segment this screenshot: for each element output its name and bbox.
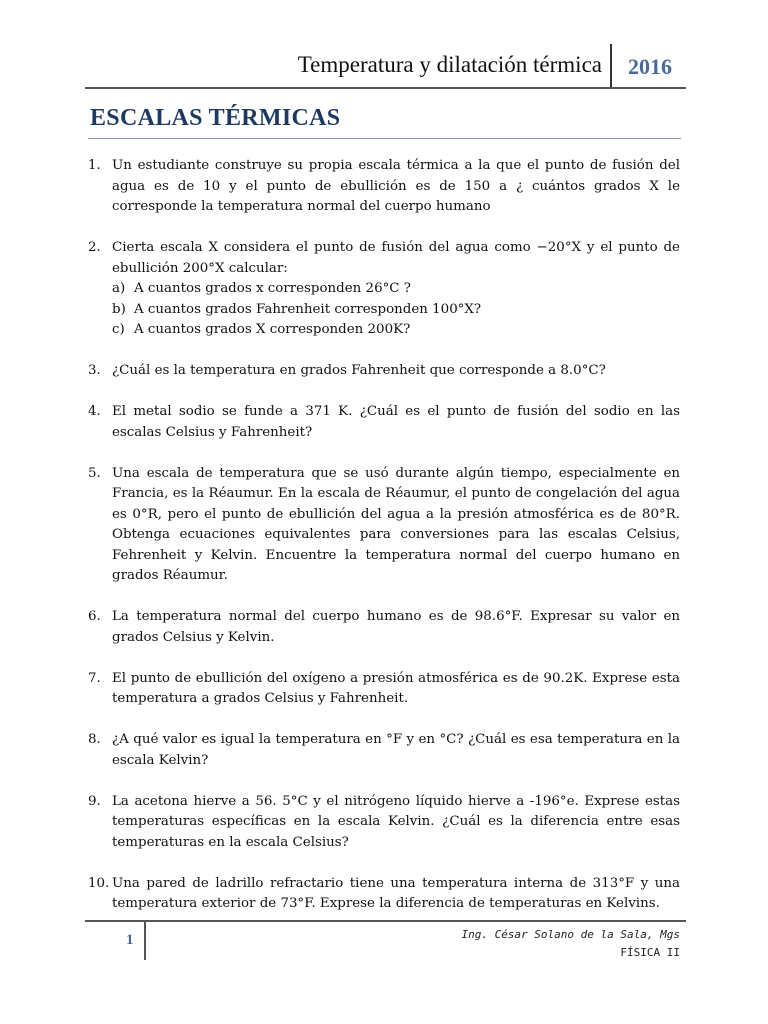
question-text: Una pared de ladrillo refractario tiene una temperatura interna de 313°F y una temperatura exterior de 73°F. Exprese la diferencia de temperaturas en Kelvins. [112, 875, 680, 911]
footer-separator [144, 922, 146, 960]
question-text: ¿A qué valor es igual la temperatura en °F y en °C? ¿Cuál es esa temperatura en la escala Kelvin? [112, 732, 680, 768]
question-text: La acetona hierve a 56. 5°C y el nitrógeno líquido hierve a -196°e. Exprese estas temperaturas específicas en la escala Kelvin. ¿Cuál es la diferencia entre esas temperaturas en la escala Celsius? [112, 793, 680, 850]
sub-question-text: A cuantos grados Fahrenheit corresponden 100°X? [134, 301, 482, 317]
question-text: Una escala de temperatura que se usó durante algún tiempo, especialmente en Francia, es la Réaumur. En la escala de Réaumur, el punto de congelación del agua es 0°R, pero el punto de ebullición del agua a la presión atmosférica es de 80°R. Obtenga ecuaciones equivalentes para conversiones para las escalas Celsius, Fehrenheit y Kelvin. Encuentre la temperatura normal del cuerpo humano en grados Réaumur. [112, 465, 680, 583]
question-number: 8. [88, 732, 101, 747]
question-item [88, 402, 680, 443]
question-item [88, 607, 680, 648]
question-text: El metal sodio se funde a 371 K. ¿Cuál es el punto de fusión del sodio en las escalas Celsius y Fahrenheit? [112, 404, 680, 440]
question-item [88, 156, 680, 218]
footer-rule [85, 920, 686, 922]
question-item [88, 238, 680, 341]
question-item [88, 361, 680, 382]
document-year: 2016 [628, 54, 672, 79]
question-list [88, 156, 680, 935]
question-text: ¿Cuál es la temperatura en grados Fahrenheit que corresponde a 8.0°C? [112, 363, 606, 378]
document-title: Temperatura y dilatación térmica [297, 52, 602, 77]
question-number: 2. [88, 240, 101, 255]
sub-question-letter: a) [112, 281, 126, 296]
page-header [85, 40, 686, 88]
course-name: FÍSICA II [620, 946, 680, 959]
question-number: 4. [88, 404, 101, 419]
section-rule [88, 138, 681, 139]
question-item [88, 464, 680, 587]
footer-author-block [461, 926, 680, 962]
author-name: Ing. César Solano de la Sala, Mgs [461, 928, 680, 941]
question-item [88, 730, 680, 771]
question-text: Un estudiante construye su propia escala térmica a la que el punto de fusión del agua es de 10 y el punto de ebullición es de 150 a ¿ cuántos grados X le corresponde la temperatura normal del cuerpo humano [112, 158, 680, 214]
question-number: 10. [88, 875, 110, 891]
question-number: 7. [88, 670, 101, 686]
question-item [88, 669, 680, 710]
header-rule [85, 87, 686, 89]
section-title: ESCALAS TÉRMICAS [90, 105, 341, 131]
sub-question [112, 300, 680, 321]
sub-question-text: A cuantos grados X corresponden 200K? [134, 322, 411, 337]
sub-question [112, 320, 680, 341]
question-text: La temperatura normal del cuerpo humano es de 98.6°F. Expresar su valor en grados Celsius y Kelvin. [112, 609, 680, 645]
sub-question-text: A cuantos grados x corresponden 26°C ? [134, 281, 411, 296]
header-separator [610, 44, 612, 88]
page-number: 1 [126, 932, 134, 948]
question-item [88, 874, 680, 915]
question-text: Cierta escala X considera el punto de fusión del agua como −20°X y el punto de ebullición 200°X calcular: [112, 240, 680, 276]
question-number: 9. [88, 793, 101, 809]
sub-question [112, 279, 680, 300]
sub-question-letter: c) [112, 322, 125, 337]
question-number: 3. [88, 363, 101, 378]
question-item [88, 792, 680, 854]
question-text: El punto de ebullición del oxígeno a presión atmosférica es de 90.2K. Exprese esta temperatura a grados Celsius y Fahrenheit. [112, 670, 680, 706]
question-number: 6. [88, 609, 101, 624]
sub-question-letter: b) [112, 301, 126, 317]
question-number: 1. [88, 158, 101, 173]
question-number: 5. [88, 465, 101, 481]
